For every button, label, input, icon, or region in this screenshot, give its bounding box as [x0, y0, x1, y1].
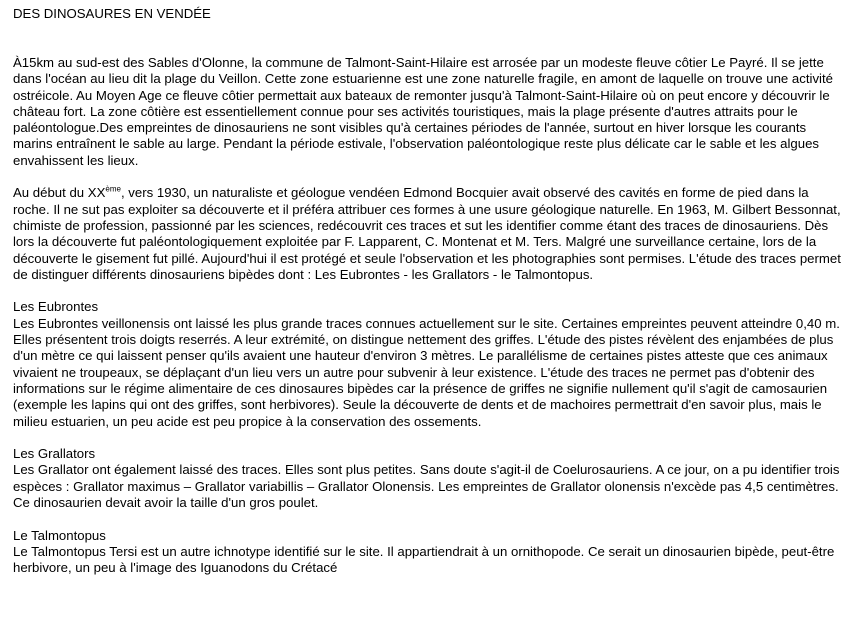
document-title: DES DINOSAURES EN VENDÉE [13, 6, 211, 21]
section-text-talmontopus: Le Talmontopus Tersi est un autre ichnotype identifié sur le site. Il appartiendrait à un ornithopode. Ce serait un dinosaurien bipède, peut-être herbivore, un peu à l'image des Iguanodons du Crétacé [13, 543, 835, 576]
section-heading-talmontopus: Le Talmontopus [13, 527, 106, 543]
history-text-rest: , vers 1930, un naturaliste et géologue vendéen Edmond Bocquier avait observé des cavités en forme de pied dans la roche. Il ne sut pas exploiter sa découverte et il préféra attribuer ces formes à une usure géologique naturelle. En 1963, M. Gilbert Bessonnat, chimiste de profession, passionné par les sciences, redécouvrit ces traces et sut les identifier comme étant des traces de dinosauriens. Dès lors la découverte fut paléontologiquement exploitée par F. Lapparent, C. Montenat et M. Ters. Malgré une surveillance certaine, lors de la découverte le gisement fut pillé. Aujourd'hui il est protégé et seule l'observation et les photographies sont permises. L'étude des traces permet de distinguer différents dinosauriens bipèdes dont : Les Eubrontes - les Grallators - le Talmontopus. [13, 185, 841, 282]
history-text-start: Au début du XX [13, 185, 106, 201]
section-text-eubrontes: Les Eubrontes veillonensis ont laissé les plus grande traces connues actuellement sur le site. Certaines empreintes peuvent atteindre 0,40 m. Elles présentent trois doigts reserrés. A leur extrémité, on distingue nettement des griffes. L'étude des pistes révèlent des enjambées de plus d'un mètre ce qui laissent penser qu'ils avaient une hauteur d'environ 3 mètres. Le parallélisme de certaines pistes atteste que ces animaux vivaient ne troupeaux, se déplaçant d'un lieu vers un autre pour subvenir à leur existence. L'étude des traces ne permet pas d'obtenir des informations sur le régime alimentaire de ces dinosaures bipèdes car la présence de griffes ne signifie nullement qu'il s'agit de camosaurien (exemple les lapins qui ont des griffes, sont herbivores). Seule la découverte de dents et de machoires permettrait d'en savoir plus, mais le milieu estuarien, un peu acide est peu propice à la conservation des ossements. [13, 315, 840, 429]
intro-paragraph: À15km au sud-est des Sables d'Olonne, la commune de Talmont-Saint-Hilaire est arrosée par un modeste fleuve côtier Le Payré. Il se jette dans l'océan au lieu dit la plage du Veillon. Cette zone estuarienne est une zone naturelle fragile, en amont de laquelle on trouve une activité ostréicole. Au Moyen Age ce fleuve côtier permettait aux bateaux de remonter jusqu'à Talmont-Saint-Hilaire où on peut encore y découvrir le château fort. La zone côtière est essentiellement connue pour ses activités touristiques, mais la plage présente d'autres attraits pour le paléontologue.Des empreintes de dinosauriens ne sont visibles qu'à certaines périodes de l'année, surtout en hiver lorsque les courants marins entraînent le sable au large. Pendant la période estivale, l'observation paléontologique reste plus délicate car le sable et les algues envahissent les lieux. [13, 55, 833, 168]
document-body [13, 55, 848, 593]
history-paragraph [13, 185, 848, 283]
section-heading-grallators: Les Grallators [13, 446, 96, 462]
century-superscript: ème [105, 184, 121, 194]
section-heading-eubrontes: Les Eubrontes [13, 299, 99, 315]
section-text-grallators: Les Grallator ont également laissé des traces. Elles sont plus petites. Sans doute s'agit-il de Coelurosauriens. A ce jour, on a pu identifier trois espèces : Grallator maximus – Grallator variabillis – Grallator Olonensis. Les empreintes de Grallator olonensis n'excède pas 4,5 centimètres. Ce dinosaurien devait avoir la taille d'un gros poulet. [13, 462, 840, 511]
